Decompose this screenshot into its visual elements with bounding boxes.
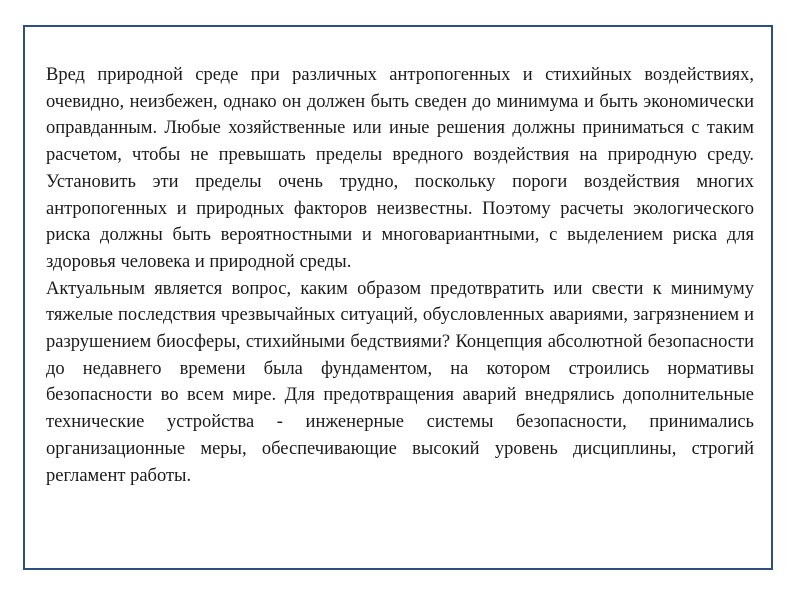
paragraph-2: Актуальным является вопрос, каким образом предотвратить или свести к минимуму тяжелые последствия чрезвычайных ситуаций, обусловленных авариями, загрязнением и разрушением биосферы, стихийными бедствиями? Концепция абсолютной безопасности до недавнего времени была фундаментом, на котором строились нормативы безопасности во всем мире. Для предотвращения аварий внедрялись дополнительные технические устройства - инженерные системы безопасности, принимались организационные меры, обеспечивающие высокий уровень дисциплины, строгий регламент работы. bbox=[46, 278, 754, 486]
text-block bbox=[46, 62, 754, 489]
paragraph-1: Вред природной среде при различных антропогенных и стихийных воздействиях, очевидно, неизбежен, однако он должен быть сведен до минимума и быть экономически оправданным. Любые хозяйственные или иные решения должны приниматься с таким расчетом, чтобы не превышать пределы вредного воздействия на природную среду. Установить эти пределы очень трудно, поскольку пороги воздействия многих антропогенных и природных факторов неизвестны. Поэтому расчеты экологического риска должны быть вероятностными и многовариантными, с выделением риска для здоровья человека и природной среды. bbox=[46, 65, 754, 272]
